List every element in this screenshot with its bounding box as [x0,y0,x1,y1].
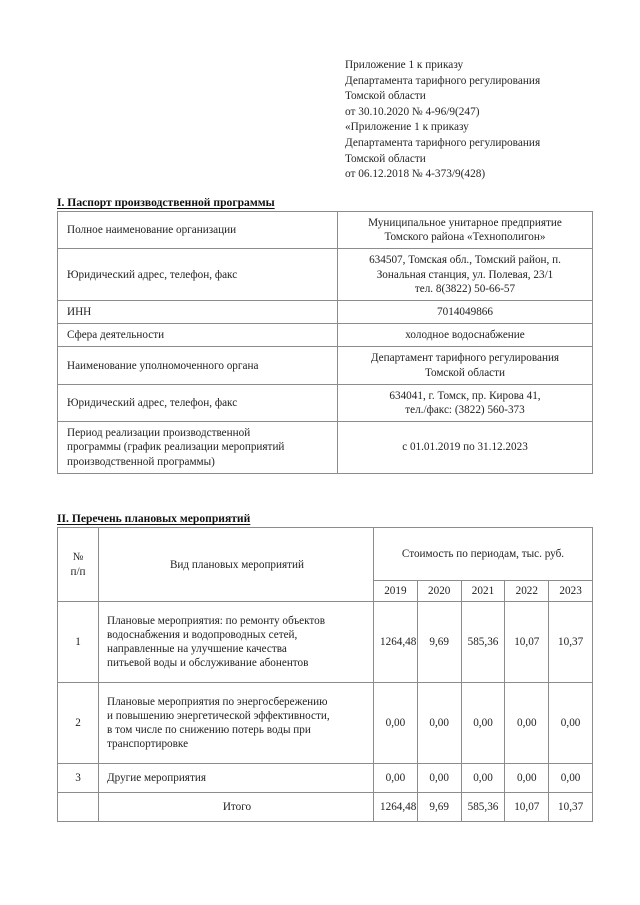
row-value: 0,00 [461,764,505,793]
column-header-year: 2020 [417,581,461,602]
table-row [58,347,593,384]
header-line: Департамента тарифного регулирования [345,136,541,149]
passport-value: Департамент тарифного регулирования Томской области [338,347,593,384]
row-value: 0,00 [505,764,549,793]
row-value: 0,00 [461,683,505,764]
document-header-block [345,58,605,183]
passport-value: Муниципальное унитарное предприятие Томского района «Технополигон» [338,212,593,249]
table-header-row [58,528,593,581]
row-description: Плановые мероприятия: по ремонту объектов водоснабжения и водопроводных сетей, направленные на улучшение качества питьевой воды и обслуживание абонентов [99,602,374,683]
section-heading-measures: II. Перечень плановых мероприятий [57,512,251,525]
total-value: 585,36 [461,793,505,822]
table-row [58,249,593,301]
row-value: 0,00 [417,683,461,764]
section-heading-passport: I. Паспорт производственной программы [57,196,275,209]
total-value: 9,69 [417,793,461,822]
row-value: 585,36 [461,602,505,683]
column-header-kind: Вид плановых мероприятий [99,528,374,602]
column-header-number: № п/п [58,528,99,602]
table-row [58,324,593,347]
passport-label: Юридический адрес, телефон, факс [58,249,338,301]
row-value: 9,69 [417,602,461,683]
row-number: 1 [58,602,99,683]
total-value: 10,07 [505,793,549,822]
table-row [58,212,593,249]
table-row [58,422,593,474]
total-row-number [58,793,99,822]
header-line: «Приложение 1 к приказу [345,121,469,134]
passport-label: Сфера деятельности [58,324,338,347]
row-value: 10,07 [505,602,549,683]
total-value: 1264,48 [374,793,418,822]
header-line: Томской области [345,90,426,103]
table-row [58,683,593,764]
passport-value: 7014049866 [338,301,593,324]
passport-label: Полное наименование организации [58,212,338,249]
header-line: Департамента тарифного регулирования [345,74,541,87]
row-value: 1264,48 [374,602,418,683]
table-row [58,602,593,683]
column-header-year: 2023 [549,581,593,602]
row-value: 10,37 [549,602,593,683]
row-number: 3 [58,764,99,793]
header-line: от 06.12.2018 № 4-373/9(428) [345,168,486,181]
row-value: 0,00 [374,764,418,793]
passport-value: 634041, г. Томск, пр. Кирова 41, тел./факс: (3822) 560-373 [338,384,593,421]
header-line: Томской области [345,152,426,165]
table-row [58,301,593,324]
column-header-year: 2019 [374,581,418,602]
passport-value: 634507, Томская обл., Томский район, п. Зональная станция, ул. Полевая, 23/1 тел. 8(3822) 50-66-57 [338,249,593,301]
table-row [58,384,593,421]
passport-table [57,211,593,474]
measures-table [57,527,593,822]
column-header-year: 2022 [505,581,549,602]
passport-label: Юридический адрес, телефон, факс [58,384,338,421]
row-description: Другие мероприятия [99,764,374,793]
header-line: от 30.10.2020 № 4-96/9(247) [345,105,480,118]
row-value: 0,00 [374,683,418,764]
passport-label: ИНН [58,301,338,324]
table-row [58,764,593,793]
row-value: 0,00 [549,764,593,793]
passport-label: Наименование уполномоченного органа [58,347,338,384]
passport-value: холодное водоснабжение [338,324,593,347]
passport-label: Период реализации производственной программы (график реализации мероприятий производственной программы) [58,422,338,474]
column-header-cost-group: Стоимость по периодам, тыс. руб. [374,528,593,581]
passport-value: с 01.01.2019 по 31.12.2023 [338,422,593,474]
total-value: 10,37 [549,793,593,822]
table-total-row [58,793,593,822]
row-value: 0,00 [505,683,549,764]
row-description: Плановые мероприятия по энергосбережению и повышению энергетической эффективности, в том числе по снижению потерь воды при транспортировке [99,683,374,764]
row-number: 2 [58,683,99,764]
row-value: 0,00 [417,764,461,793]
column-header-year: 2021 [461,581,505,602]
row-value: 0,00 [549,683,593,764]
header-line: Приложение 1 к приказу [345,59,464,71]
total-label: Итого [99,793,374,822]
